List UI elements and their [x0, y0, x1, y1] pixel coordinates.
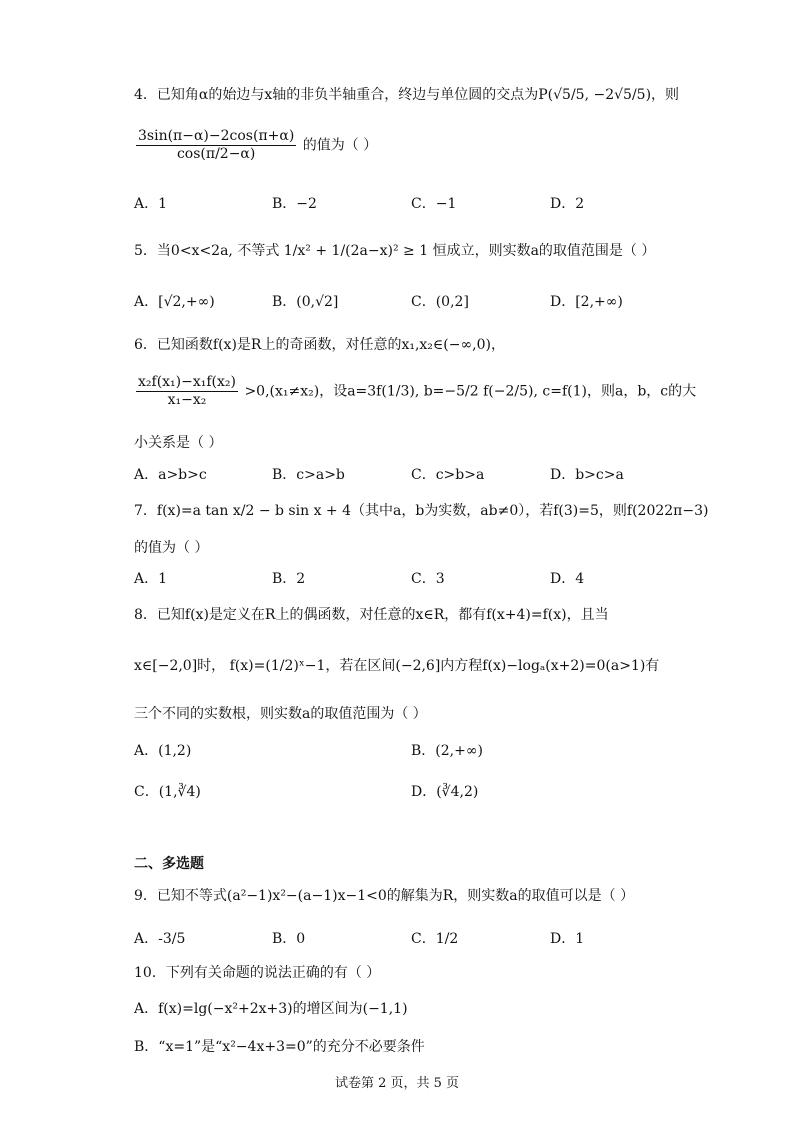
q7-option-a: A．1	[134, 571, 168, 587]
q9-option-d: D．1	[550, 931, 585, 947]
q4-option-c: C．−1	[411, 196, 457, 212]
q4-stem-line1: 4．已知角α的始边与x轴的非负半轴重合，终边与单位圆的交点为P(√5/5, −2√5/5)，则	[134, 87, 680, 103]
q4-fraction	[136, 128, 296, 163]
q6-option-b: B．c>a>b	[272, 467, 345, 483]
q6-stem-line2	[134, 374, 696, 409]
q7-option-c: C．3	[411, 571, 445, 587]
q5-option-d: D．[2,+∞)	[550, 294, 623, 310]
q9-option-c: C．1/2	[411, 931, 459, 947]
q5-option-c: C．(0,2]	[411, 294, 469, 310]
q8-option-c: C．(1,∛4)	[134, 784, 201, 800]
q4-option-d: D．2	[550, 196, 585, 212]
q8-option-b: B．(2,+∞)	[411, 743, 483, 759]
q6-stem-line1: 6．已知函数f(x)是R上的奇函数，对任意的x₁,x₂∈(−∞,0)，	[134, 337, 505, 353]
q4-expression	[134, 128, 377, 163]
q8-option-d: D．(∛4,2)	[411, 784, 479, 800]
q8-stem-line3: 三个不同的实数根，则实数a的取值范围为（ ）	[134, 706, 427, 722]
q9-stem: 9．已知不等式(a²−1)x²−(a−1)x−1<0的解集为R，则实数a的取值可以是（ ）	[134, 888, 635, 904]
q5-stem: 5．当0<x<2a, 不等式 1/x² + 1/(2a−x)² ≥ 1 恒成立，则实数a的取值范围是（ ）	[134, 243, 656, 259]
q4-option-a: A．1	[134, 196, 168, 212]
q8-option-a: A．(1,2)	[134, 743, 192, 759]
q6-numerator: x₂f(x₁)−x₁f(x₂)	[138, 374, 236, 390]
q7-stem-line1: 7．f(x)=a tan x/2 − b sin x + 4（其中a，b为实数，ab≠0），若f(3)=5，则f(2022π−3)	[134, 503, 709, 519]
q4-numerator: 3sin(π−α)−2cos(π+α)	[138, 128, 295, 144]
q7-option-b: B．2	[272, 571, 306, 587]
page-footer: 试卷第 2 页，共 5 页	[334, 1076, 460, 1091]
q6-fraction	[136, 374, 238, 409]
q9-option-b: B．0	[272, 931, 306, 947]
q6-rest: >0,(x₁≠x₂)，设a=3f(1/3), b=−5/2 f(−2/5), c=f(1)，则a，b，c的大	[244, 383, 697, 400]
q8-stem-line2: x∈[−2,0]时， f(x)=(1/2)ˣ−1，若在区间(−2,6]内方程f(x)−logₐ(x+2)=0(a>1)有	[134, 658, 660, 674]
q4-option-b: B．−2	[272, 196, 317, 212]
q5-option-b: B．(0,√2]	[272, 294, 339, 310]
q6-option-c: C．c>b>a	[411, 467, 485, 483]
section-heading-multiple-choice: 二、多选题	[134, 856, 204, 872]
q7-stem-line2: 的值为（ ）	[134, 540, 209, 556]
q6-denominator: x₁−x₂	[167, 391, 207, 408]
q9-option-a: A．-3/5	[134, 931, 186, 947]
q4-tail: 的值为（ ）	[302, 137, 378, 154]
q6-option-a: A．a>b>c	[134, 467, 207, 483]
q6-stem-line3: 小关系是（ ）	[134, 435, 223, 451]
q4-denominator: cos(π/2−α)	[176, 145, 256, 162]
q6-option-d: D．b>c>a	[550, 467, 624, 483]
q10-option-b: B．“x=1”是“x²−4x+3=0”的充分不必要条件	[134, 1039, 425, 1055]
q8-stem-line1: 8．已知f(x)是定义在R上的偶函数，对任意的x∈R，都有f(x+4)=f(x)，且当	[134, 607, 609, 623]
q10-stem: 10．下列有关命题的说法正确的有（ ）	[134, 965, 381, 981]
q7-option-d: D．4	[550, 571, 585, 587]
q5-option-a: A．[√2,+∞)	[134, 294, 215, 310]
q10-option-a: A．f(x)=lg(−x²+2x+3)的增区间为(−1,1)	[134, 1001, 408, 1017]
